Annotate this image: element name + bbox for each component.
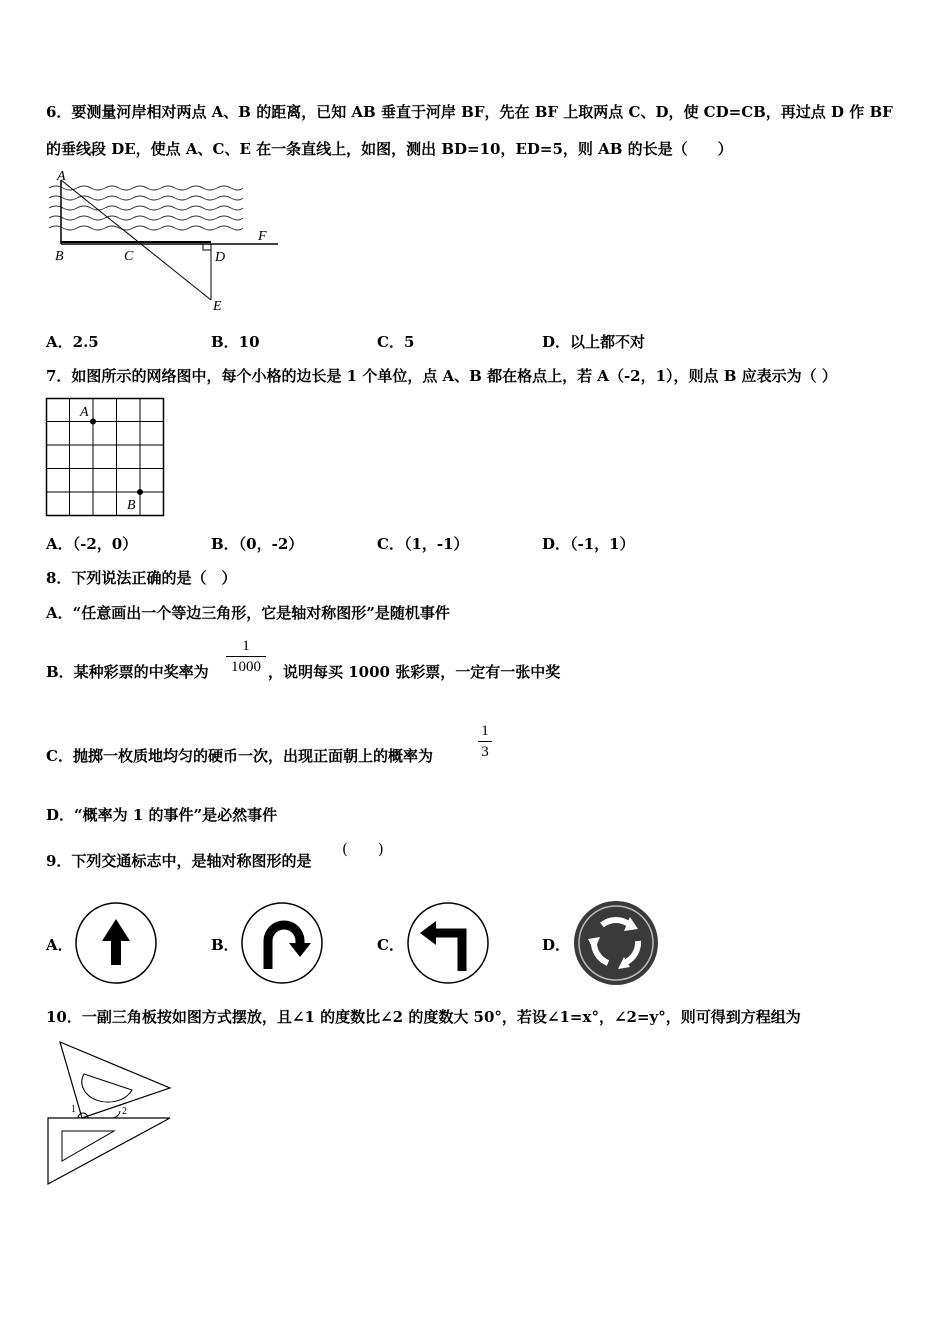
q8-option-c-prefix: C．抛掷一枚质地均匀的硬币一次，出现正面朝上的概率为 [46,747,433,765]
q9-sign-b-u-turn-icon [240,901,324,985]
q8-option-c-denominator: 3 [481,744,489,760]
q7-option-b: B．（0，-2） [211,535,304,553]
q6-label-E: E [213,299,222,314]
q9-sign-c-left-turn-icon [406,901,490,985]
q6-text-line2: 的垂线段 DE，使点 A、C、E 在一条直线上，如图，测出 BD=10，ED=5，则 AB 的长是（ ） [46,140,733,158]
q6-label-D: D [215,250,226,265]
q7-option-d: D．（-1，1） [542,535,635,553]
q7-text: 7．如图所示的网络图中，每个小格的边长是 1 个单位，点 A、B 都在格点上，若 A（-2，1），则点 B 应表示为（ ） [46,367,837,385]
q7-grid-figure [46,398,166,518]
q6-option-c: C．5 [377,333,415,351]
q9-text: 9．下列交通标志中，是轴对称图形的是 [46,852,312,870]
q10-text: 10．一副三角板按如图方式摆放，且∠1 的度数比∠2 的度数大 50°，若设∠1=x°，∠2=y°，则可得到方程组为 [46,1008,801,1026]
q9-sign-d-roundabout-icon [572,899,660,987]
q6-label-F: F [258,229,267,244]
q6-option-d: D．以上都不对 [542,333,646,351]
q8-option-b-denominator: 1000 [231,659,261,675]
q6-label-B: B [55,249,64,264]
q9-option-d: D． [542,936,571,954]
q10-angle-1-label: 1 [71,1104,76,1115]
q8-option-c-numerator: 1 [481,723,489,739]
q9-sign-a-up-arrow-icon [74,901,158,985]
q9-option-a: A． [46,936,73,954]
q9-answer-paren: ( ) [342,840,384,858]
q8-option-b-suffix: ，说明每买 1000 张彩票，一定有一张中奖 [268,663,561,681]
q6-river-figure [44,168,284,313]
q6-text-line1: 6．要测量河岸相对两点 A、B 的距离，已知 AB 垂直于河岸 BF，先在 BF 上取两点 C、D，使 CD=CB，再过点 D 作 BF [46,103,893,121]
q6-option-a: A．2.5 [46,333,99,351]
q8-option-b-fraction [226,637,266,676]
q10-set-squares-figure [44,1038,179,1188]
q8-option-a: A．“任意画出一个等边三角形，它是轴对称图形”是随机事件 [46,604,450,622]
q7-label-B: B [127,498,136,513]
q7-label-A: A [80,405,89,420]
q9-option-c: C． [377,936,404,954]
q8-option-b-numerator: 1 [242,638,250,654]
q8-text: 8．下列说法正确的是（ ） [46,569,237,587]
q10-angle-2-label: 2 [122,1106,127,1117]
q7-option-a: A．（-2，0） [46,535,138,553]
q6-label-A: A [57,169,66,184]
q7-option-c: C．（1，-1） [377,535,469,553]
q6-label-C: C [124,249,134,264]
q8-option-d: D．“概率为 1 的事件”是必然事件 [46,806,278,824]
q6-option-b: B．10 [211,333,260,351]
q8-option-b-prefix: B．某种彩票的中奖率为 [46,663,209,681]
q8-option-c-fraction [478,722,492,761]
q9-option-b: B． [211,936,239,954]
